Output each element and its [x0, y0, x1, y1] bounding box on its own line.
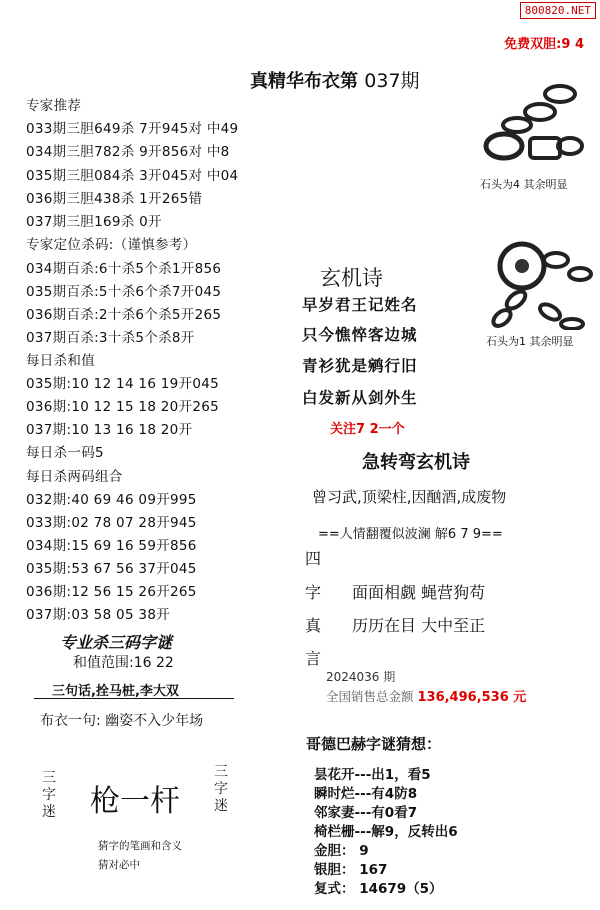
- expert-title: 专家推荐: [26, 98, 82, 114]
- site-badge: 800820.NET: [520, 2, 596, 19]
- renqing-line: ==人情翻覆似波澜 解6 7 9==: [318, 527, 503, 542]
- riddle-main: 枪一杆: [90, 784, 180, 819]
- three-words: 三句话,拴马桩,李大双: [52, 684, 179, 699]
- sales-total: [326, 686, 526, 705]
- sizi-char: 言: [305, 649, 322, 668]
- list-item: 037期百杀:3十杀5个杀8开: [26, 330, 195, 346]
- list-item: 037期三胆169杀 0开: [26, 214, 162, 230]
- gold-bile: 金胆： 9: [314, 843, 369, 859]
- list-item: 邻家妻---有0看7: [314, 805, 418, 821]
- side-label-right: 三字迷: [214, 764, 228, 814]
- free-double-label: 免费双胆:9 4: [504, 37, 584, 52]
- stone-caption-2: 石头为1 其余明显: [486, 335, 574, 348]
- poem-line: 白发新从剑外生: [302, 389, 418, 407]
- sum-range: 和值范围:16 22: [73, 655, 174, 671]
- sizi-char: 真: [305, 616, 322, 635]
- sizi-char: 四: [305, 549, 322, 568]
- list-item: 032期:40 69 46 09开995: [26, 492, 197, 508]
- sales-amount: 136,496,536 元: [417, 690, 527, 705]
- list-item: 035期:53 67 56 37开045: [26, 561, 197, 577]
- list-item: 瞬时烂---有4防8: [314, 786, 418, 802]
- focus-note: 关注7 2一个: [330, 422, 405, 437]
- list-item: 037期:10 13 16 18 20开: [26, 422, 193, 438]
- hint-text: 猜对必中: [98, 859, 140, 871]
- list-item: 033期三胆649杀 7开945对 中49: [26, 121, 239, 137]
- stone-caption-1: 石头为4 其余明显: [480, 178, 568, 191]
- issue-number: 037期: [364, 70, 420, 92]
- position-kill-title: 专家定位杀码:（谨慎参考）: [26, 237, 197, 253]
- list-item: 036期:10 12 15 18 20开265: [26, 399, 220, 415]
- title-prefix: 真精华布衣第: [250, 71, 358, 92]
- list-item: 037期:03 58 05 38开: [26, 607, 171, 623]
- daily-one-code: 每日杀一码5: [26, 445, 104, 461]
- poem-line: 青衫犹是鹓行旧: [302, 357, 418, 375]
- daily-sum-title: 每日杀和值: [26, 353, 95, 369]
- poem-title: 玄机诗: [320, 266, 383, 290]
- compound: 复式： 14679（5）: [314, 881, 443, 897]
- goldbach-title: 哥德巴赫字谜猜想：: [306, 735, 442, 753]
- list-item: 033期:02 78 07 28开945: [26, 515, 197, 531]
- list-item: 035期:10 12 14 16 19开045: [26, 376, 220, 392]
- buyi-sentence: 布衣一句: 幽姿不入少年场: [40, 713, 204, 729]
- draw-number: 2024036 期: [326, 670, 396, 684]
- list-item: 昙花开---出1，看5: [314, 767, 431, 783]
- side-label-left: 三字迷: [42, 770, 56, 820]
- riddle-title: 专业杀三码字谜: [60, 633, 173, 652]
- turn-poem-line: 曾习武,顶梁柱,因酗酒,成废物: [312, 488, 507, 506]
- sales-label: 全国销售总金额: [326, 689, 418, 704]
- list-item: 035期百杀:5十杀6个杀7开045: [26, 284, 222, 300]
- stone-chain-image: [480, 80, 590, 175]
- sizi-row: 历历在目 大中至正: [352, 616, 486, 635]
- daily-two-title: 每日杀两码组合: [26, 469, 123, 485]
- list-item: 036期:12 56 15 26开265: [26, 584, 197, 600]
- page-title: [250, 66, 420, 93]
- stone-chain-image: [490, 240, 595, 330]
- poem-line: 只今憔悴客边城: [302, 326, 418, 344]
- list-item: 椅栏栅---解9，反转出6: [314, 824, 458, 840]
- list-item: 034期百杀:6十杀5个杀1开856: [26, 261, 222, 277]
- list-item: 034期:15 69 16 59开856: [26, 538, 197, 554]
- list-item: 034期三胆782杀 9开856对 中8: [26, 144, 230, 160]
- list-item: 036期三胆438杀 1开265错: [26, 191, 203, 207]
- turn-poem-title: 急转弯玄机诗: [362, 452, 470, 473]
- divider: [34, 698, 234, 699]
- sizi-char: 字: [305, 583, 322, 602]
- sizi-row: 面面相觑 蝇营狗苟: [352, 583, 486, 602]
- list-item: 035期三胆084杀 3开045对 中04: [26, 168, 239, 184]
- silver-bile: 银胆： 167: [314, 862, 388, 878]
- list-item: 036期百杀:2十杀6个杀5开265: [26, 307, 222, 323]
- poem-line: 早岁君王记姓名: [302, 296, 418, 314]
- hint-text: 猜字的笔画和含义: [98, 840, 182, 852]
